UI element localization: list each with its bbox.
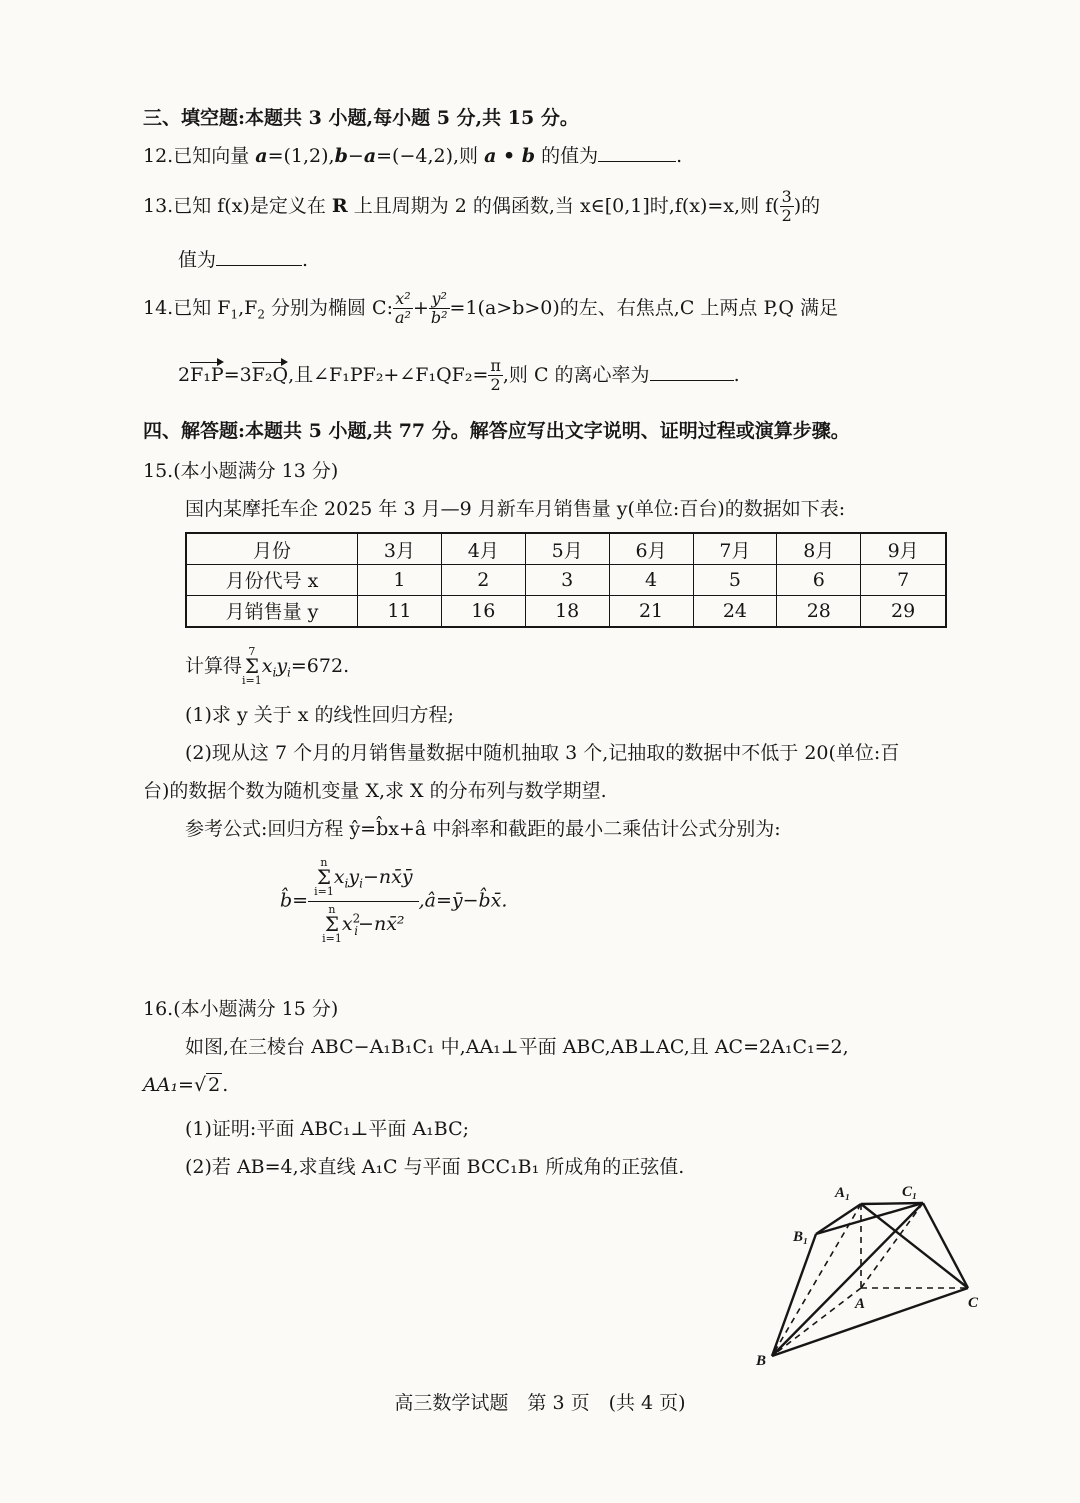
q15-calc: 计算得7 Σ $i=1x_iy_i=672$. (185, 645, 350, 688)
edge-b1b (772, 1234, 816, 1356)
q16-header: 16.(本小题满分 15 分) (143, 998, 339, 1020)
edge-a1c1 (861, 1203, 923, 1204)
page-footer: 高三数学试题 第 3 页 (共 4 页) (394, 1392, 686, 1414)
edge-a1c (861, 1204, 968, 1288)
q16-line2: AA₁=√ 2 . (143, 1074, 229, 1096)
question-13: 13.已知 f(x)是定义在 R 上且周期为 2 的偶函数,当 x∈[0,1]时,f(x)=x,则 f( $\frac{3}{2}$ )的 (143, 187, 821, 226)
q15-part2-line2: 台)的数据个数为随机变量 X,求 X 的分布列与数学期望. (143, 780, 607, 802)
q13-line2: 值为 . (178, 249, 309, 271)
edge-a1b1 (816, 1204, 861, 1234)
edge-c1c (923, 1203, 968, 1288)
table-row: 月份代号 x 1 2 3 4 5 6 7 (186, 565, 946, 596)
answer-blank (598, 161, 676, 162)
q12-number: 12. (143, 145, 174, 167)
table-row: 月销售量 y 11 16 18 21 24 28 29 (186, 595, 946, 627)
label-b1: B₁ (793, 1229, 809, 1245)
row-label: 月份 (186, 533, 358, 565)
regression-formula: b̂= n Σ $i=1x_iy_i-nx̄ȳ$ n Σ $i=1x^2_i-nx̄^2$ ,â=ȳ−b̂x̄. (280, 856, 508, 946)
label-c: C (968, 1295, 979, 1311)
q15-part1: (1)求 y 关于 x 的线性回归方程; (185, 704, 454, 726)
q15-header: 15.(本小题满分 13 分) (143, 460, 339, 482)
q15-reference: 参考公式:回归方程 ŷ=b̂x+â 中斜率和截距的最小二乘估计公式分别为: (185, 818, 781, 840)
label-a1: A₁ (835, 1185, 851, 1201)
section4-heading: 四、解答题:本题共 5 小题,共 77 分。解答应写出文字说明、证明过程或演算步骤。 (143, 420, 850, 442)
fraction-3-2: $\frac{3}{2}$ (781, 187, 792, 226)
answer-blank (650, 380, 734, 381)
hidden-edges (772, 1203, 968, 1356)
q16-part1: (1)证明:平面 ABC₁⊥平面 A₁BC; (185, 1118, 470, 1140)
q15-part2-line1: (2)现从这 7 个月的月销售量数据中随机抽取 3 个,记抽取的数据中不低于 20(单位:百 (185, 742, 900, 764)
slope-fraction: n Σ $i=1x_iy_i-nx̄ȳ$ n Σ $i=1x^2_i-nx̄^2$ (308, 858, 418, 945)
q16-line1: 如图,在三棱台 ABC−A₁B₁C₁ 中,AA₁⊥平面 ABC,AB⊥AC,且 AC=2A₁C₁=2, (185, 1036, 849, 1058)
question-14: 14.已知 $F_1,F_2$ 分别为椭圆 C: $\frac{\text{x²}}{\text{a²}}$ + $\frac{\text{y²}}{\text{b²}}$ =1(a>b>0)的左、右焦点,C 上两点 P,Q 满足 (143, 289, 839, 328)
q14-line2: 2F₁P=3F₂Q,且∠F₁PF₂+∠F₁QF₂= $\frac{\pi}{2}$ ,则 C 的离心率为 . (178, 356, 740, 395)
edge-bc (772, 1288, 968, 1356)
fraction-y2-b2: $\frac{\text{y²}}{\text{b²}}$ (430, 289, 448, 328)
table-row: 月份 3月 4月 5月 6月 7月 8月 9月 (186, 533, 946, 565)
question-12: 12.已知向量 a=(1,2),b−a=(−4,2),则 a • b 的值为 . (143, 145, 683, 167)
solid-edges (772, 1203, 968, 1356)
answer-blank (216, 265, 302, 266)
q14-number: 14. (143, 296, 174, 319)
q16-part2: (2)若 AB=4,求直线 A₁C 与平面 BCC₁B₁ 所成角的正弦值. (185, 1156, 685, 1178)
sales-table (185, 532, 947, 628)
q13-number: 13. (143, 194, 174, 217)
vector-f2q: F₂Q (251, 363, 289, 386)
vector-f1p: F₁P (190, 363, 224, 386)
sigma-symbol: 7 Σ i=1 (242, 645, 262, 688)
frustum-figure (740, 1175, 1010, 1375)
label-c1: C₁ (902, 1184, 918, 1200)
label-a: A (855, 1296, 866, 1312)
fraction-pi-2: $\frac{\pi}{2}$ (490, 356, 501, 395)
row-label: 月份代号 x (186, 565, 358, 596)
row-label: 月销售量 y (186, 595, 358, 627)
label-b: B (756, 1353, 767, 1369)
q15-intro: 国内某摩托车企 2025 年 3 月—9 月新车月销售量 y(单位:百台)的数据如下表: (185, 498, 846, 520)
fraction-x2-a2: $\frac{\text{x²}}{\text{a²}}$ (395, 289, 411, 328)
section3-heading: 三、填空题:本题共 3 小题,每小题 5 分,共 15 分。 (143, 107, 579, 129)
